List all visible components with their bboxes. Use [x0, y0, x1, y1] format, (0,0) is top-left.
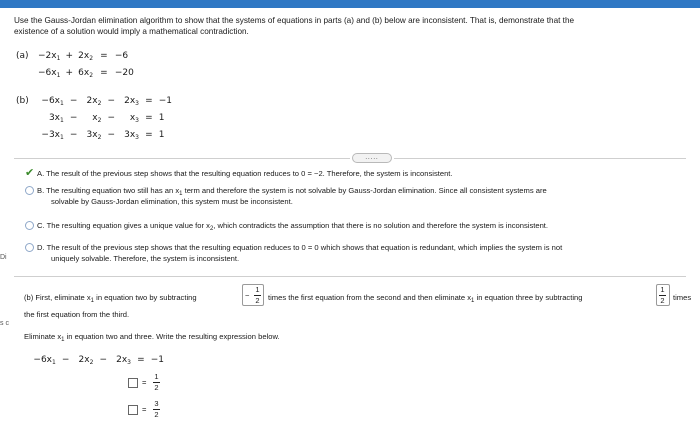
part-b-instruction-line1a: (b) First, eliminate $x_1$ in equation two by subtracting: [24, 293, 197, 304]
left-edge-fragment-top: Di: [0, 254, 7, 261]
answer-input-row3[interactable]: [128, 405, 138, 415]
part-b-eliminate-instruction: Eliminate $x_1$ in equation two and three. Write the resulting expression below.: [24, 332, 280, 343]
fraction-coefficient-1: − 1 2: [242, 284, 264, 306]
option-b-radio[interactable]: [25, 186, 34, 195]
answer-row2-equals: =: [142, 378, 147, 387]
part-b-instruction-line2: the first equation from the third.: [24, 310, 130, 319]
top-accent-bar: [0, 0, 700, 8]
part-b-instruction-times: times: [673, 293, 692, 302]
system-a-eq1: $-2x_1 + 2x_2 = -6$: [38, 51, 129, 62]
option-a[interactable]: A. The result of the previous step shows that the resulting equation reduces to 0 = −2. Therefore, the system is inconsistent.: [37, 169, 453, 178]
question-prompt-line2: existence of a solution would imply a mathematical contradiction.: [14, 27, 249, 36]
option-d-radio[interactable]: [25, 243, 34, 252]
part-b-equation: $-6x_1 - 2x_2 - 2x_3 = -1$: [33, 355, 165, 366]
part-b-divider: [14, 276, 686, 277]
answer-row2-fraction: 1 2: [154, 372, 159, 392]
question-prompt-line1: Use the Gauss-Jordan elimination algorithm to show that the systems of equations in parts (a) and (b) below are inconsistent. That is, demonstrate that the: [14, 16, 575, 25]
answer-row3-equals: =: [142, 405, 147, 414]
system-a-eq2: $-6x_1 + 6x_2 = -20$: [38, 68, 134, 79]
option-d-line1[interactable]: D. The result of the previous step shows that the resulting equation reduces to 0 = 0 which shows that equation is redundant, which implies the system is not: [37, 243, 563, 252]
checkmark-icon: ✔: [25, 167, 35, 179]
section-divider-left: [14, 158, 350, 159]
show-more-button[interactable]: .....: [352, 153, 392, 163]
left-edge-fragment-bottom: s c: [0, 320, 9, 327]
answer-row3-fraction: 3 2: [154, 399, 159, 419]
option-c[interactable]: C. The resulting equation gives a unique value for $x_2$, which contradicts the assumption that there is no solution and therefore the system is inconsistent.: [37, 221, 549, 232]
system-b-eq1: $-6x_1 - 2x_2 - 2x_3 = -1$: [41, 96, 173, 107]
section-divider-right: [394, 158, 686, 159]
option-d-line2[interactable]: uniquely solvable. Therefore, the system is inconsistent.: [51, 254, 240, 263]
part-b-instruction-line1c: times the first equation from the second and then eliminate $x_1$ in equation three by subtracting: [268, 293, 583, 304]
system-a-label: (a): [16, 51, 29, 61]
fraction-coefficient-2: 1 2: [656, 284, 670, 306]
option-b-line2[interactable]: solvable by Gauss-Jordan elimination, this system must be inconsistent.: [51, 197, 293, 206]
option-c-radio[interactable]: [25, 221, 34, 230]
system-b-label: (b): [16, 96, 29, 106]
option-b-line1[interactable]: B. The resulting equation two still has an $x_1$ term and therefore the system is not solvable by Gauss-Jordan elimination. Since all consistent systems are: [37, 186, 547, 197]
system-b-eq3: $-3x_1 - 3x_2 - 3x_3 = 1$: [41, 130, 165, 141]
system-b-eq2: $3x_1 - x_2 - x_3 = 1$: [48, 113, 165, 124]
answer-input-row2[interactable]: [128, 378, 138, 388]
